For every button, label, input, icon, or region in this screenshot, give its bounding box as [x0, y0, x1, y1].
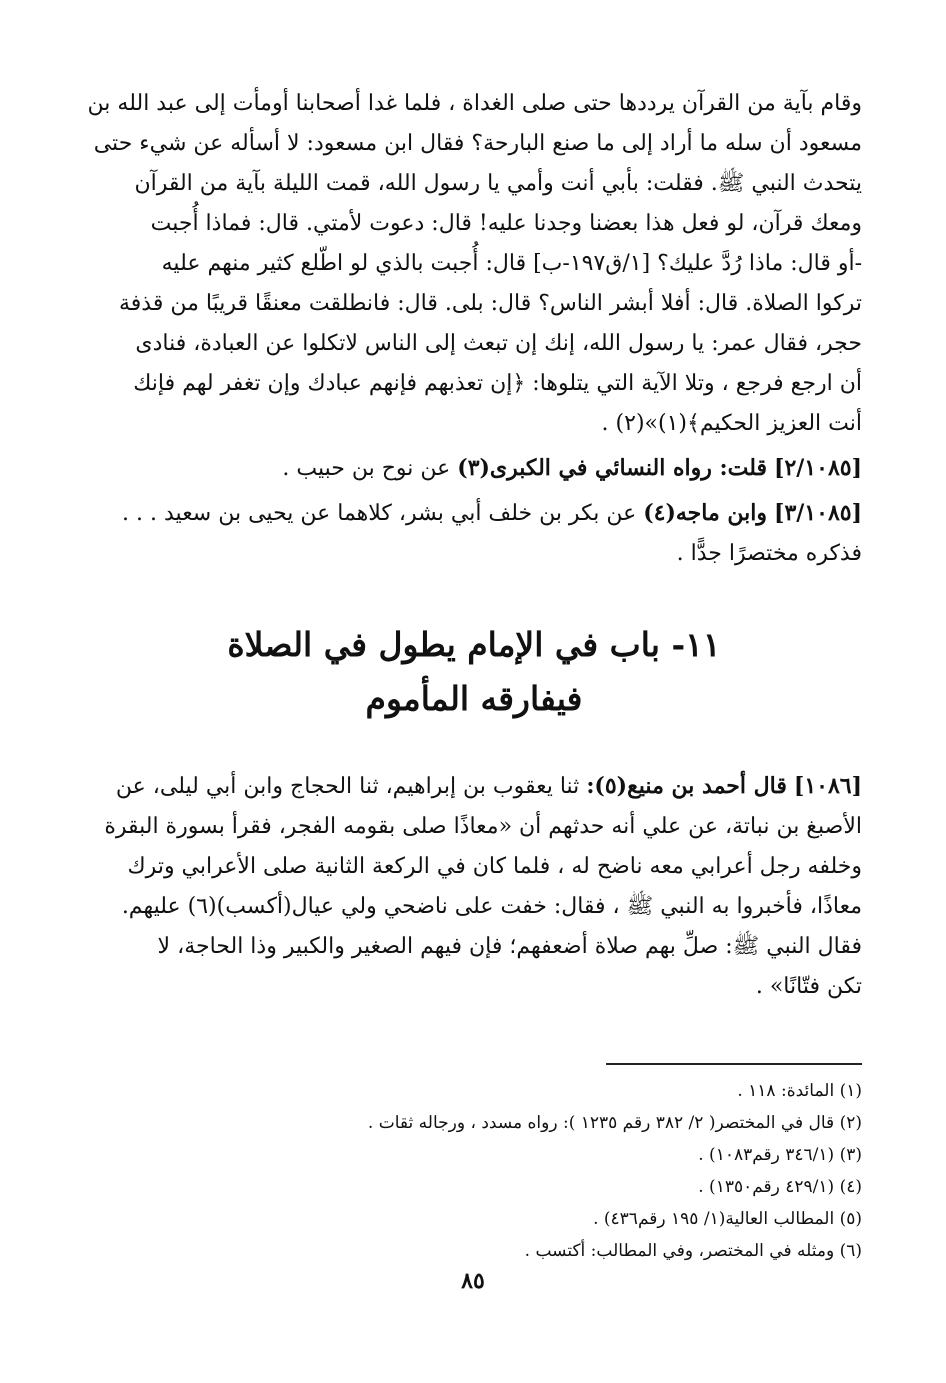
chapter-title-line1: ١١- باب في الإمام يطول في الصلاة — [227, 625, 721, 664]
entry-number: [٢/١٠٨٥] — [774, 455, 862, 481]
text-line: أنت العزيز الحكيم﴾(١)»(٢) . — [601, 411, 862, 436]
hadith-1086-paragraph — [86, 766, 862, 1007]
text-line: وقام بآية من القرآن يرددها حتى صلى الغداة ، فلما غدا أصحابنا أومأت إلى عبد الله بن — [87, 91, 862, 116]
chapter-heading — [86, 618, 862, 726]
text-line: الأصبغ بن نباتة، عن علي أنه حدثهم أن «معاذًا صلى بقومه الفجر، فقرأ بسورة البقرة — [104, 814, 862, 839]
hadith-text: ثنا يعقوب بن إبراهيم، ثنا الحجاج وابن أبي ليلى، عن — [115, 774, 580, 799]
text-line: حجر، فقال عمر: يا رسول الله، إنك إن تبعث إلى الناس لاتكلوا عن العبادة، فنادى — [135, 331, 862, 356]
hadith-lead: قال أحمد بن منيع(٥): — [586, 773, 787, 799]
footnote: (٦) ومثله في المختصر، وفي المطالب: أكتسب . — [524, 1241, 862, 1261]
entry-lead: قلت: رواه النسائي في الكبرى(٣) — [457, 455, 768, 481]
text-line: -أو قال: ماذا رُدَّ عليك؟ [١/ق١٩٧-ب] قال: أُجبت بالذي لو اطّلع كثير منهم عليه — [161, 251, 862, 276]
intro-paragraph — [86, 84, 862, 444]
text-line: فقال النبي ﷺ: صلِّ بهم صلاة أضعفهم؛ فإن فيهم الصغير والكبير وذا الحاجة، لا — [157, 934, 862, 959]
text-line: أن ارجع فرجع ، وتلا الآية التي يتلوها: ﴿إن تعذبهم فإنهم عبادك وإن تغفر لهم فإنك — [133, 371, 862, 396]
footnote: (٣) (٣٤٦/١ رقم١٠٨٣) . — [698, 1145, 862, 1165]
entry-text: عن بكر بن خلف أبي بشر، كلاهما عن يحيى بن سعيد . . . — [122, 501, 637, 526]
entry-1085-3 — [86, 493, 862, 574]
footnote: (١) المائدة: ١١٨ . — [737, 1081, 862, 1101]
entry-text: عن نوح بن حبيب . — [282, 456, 451, 481]
text-line: تكن فتّانًا» . — [755, 974, 862, 999]
text-line: معاذًا، فأخبروا به النبي ﷺ ، فقال: خفت على ناضحي ولي عيال(أكسب)(٦) عليهم. — [121, 894, 862, 919]
footnote-separator — [606, 1063, 862, 1065]
text-line: تركوا الصلاة. قال: أفلا أبشر الناس؟ قال: بلى. قال: فانطلقت معنقًا قريبًا من قذفة — [119, 291, 862, 316]
entry-1085-2 — [86, 448, 862, 489]
text-line: وخلفه رجل أعرابي معه ناضح له ، فلما كان في الركعة الثانية صلى الأعرابي وترك — [127, 854, 862, 879]
page-number: ٨٥ — [461, 1268, 485, 1294]
text-line: مسعود أن سله ما أراد إلى ما صنع البارحة؟ فقال ابن مسعود: لا أسأله عن شيء حتى — [93, 131, 862, 156]
footnote: (٢) قال في المختصر( ٢/ ٣٨٢ رقم ١٢٣٥ ): رواه مسدد ، ورجاله ثقات . — [367, 1113, 862, 1133]
text-line: يتحدث النبي ﷺ. فقلت: بأبي أنت وأمي يا رسول الله، قمت الليلة بآية من القرآن — [134, 171, 862, 196]
text-line: ومعك قرآن، لو فعل هذا بعضنا وجدنا عليه! قال: دعوت لأمتي. قال: فماذا أُجبت — [150, 211, 862, 236]
entry-text-line2: فذكره مختصرًا جدًّا . — [676, 541, 862, 566]
footnote-separator-wrap — [86, 1037, 862, 1065]
entry-number: [٣/١٠٨٥] — [774, 500, 862, 526]
entry-lead: وابن ماجه(٤) — [643, 500, 768, 526]
footnote: (٤) (٤٢٩/١ رقم١٣٥٠) . — [698, 1177, 862, 1197]
chapter-title-line2: فيفارقه المأموم — [365, 679, 583, 718]
footnotes — [86, 1075, 862, 1267]
book-page — [86, 84, 862, 1267]
footnote: (٥) المطالب العالية(١/ ١٩٥ رقم٤٣٦) . — [593, 1209, 862, 1229]
hadith-number: [١٠٨٦] — [793, 773, 862, 799]
